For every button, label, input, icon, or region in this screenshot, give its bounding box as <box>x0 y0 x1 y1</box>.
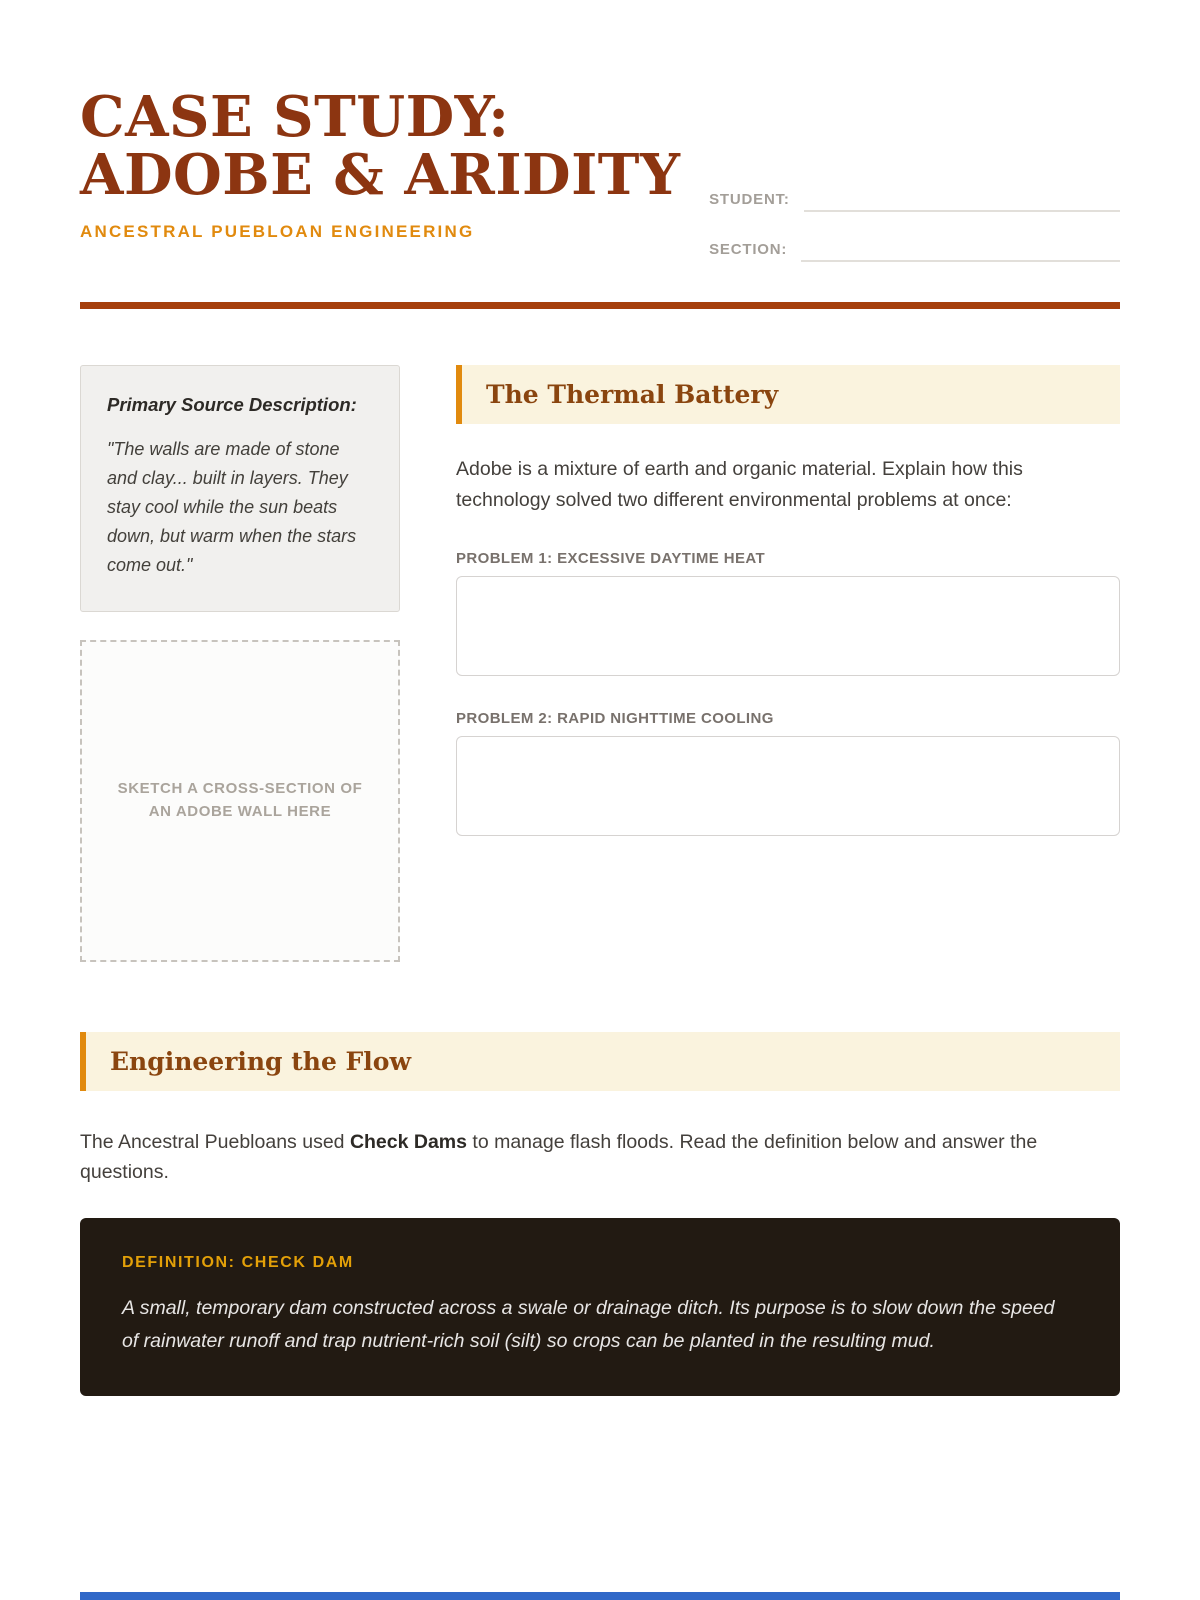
flow-section-title: Engineering the Flow <box>110 1046 412 1076</box>
student-field-row <box>709 186 1120 212</box>
primary-source-quote: "The walls are made of stone and clay... built in layers. They stay cool while the sun beats down, but warm when the stars come out." <box>107 438 357 576</box>
header <box>80 84 1120 262</box>
title-block <box>80 84 709 242</box>
section-input[interactable] <box>801 236 1120 262</box>
section-banner-thermal <box>456 365 1120 424</box>
problem1-answer-input[interactable] <box>456 576 1120 676</box>
section-banner-flow <box>80 1032 1120 1091</box>
student-label: STUDENT: <box>709 191 790 208</box>
flow-intro-after: to manage flash floods. Read the definition below and answer the questions. <box>80 1130 1038 1184</box>
thermal-section-title: The Thermal Battery <box>486 380 779 409</box>
right-column <box>456 365 1120 962</box>
section-label: SECTION: <box>709 241 788 258</box>
thermal-intro: Adobe is a mixture of earth and organic material. Explain how this technology solved two different environmental problems at once: <box>456 458 1023 511</box>
definition-heading: DEFINITION: CHECK DAM <box>122 1254 354 1272</box>
sketch-area-label: SKETCH A CROSS-SECTION OF AN ADOBE WALL HERE <box>117 780 363 820</box>
page-title: CASE STUDY: ADOBE & ARIDITY <box>80 84 681 209</box>
flow-intro-bold: Check Dams <box>349 1130 467 1153</box>
definition-box <box>80 1218 1120 1396</box>
section-field-row <box>709 236 1120 262</box>
problem2-answer-input[interactable] <box>456 736 1120 836</box>
student-fields-block <box>709 186 1120 262</box>
flow-intro <box>80 1127 1120 1189</box>
next-section-edge <box>80 1592 1120 1600</box>
sketch-area[interactable] <box>80 640 400 962</box>
header-rule <box>80 302 1120 309</box>
problem1-label: PROBLEM 1: EXCESSIVE DAYTIME HEAT <box>456 549 766 567</box>
main-grid <box>80 365 1120 962</box>
page-subtitle: ANCESTRAL PUEBLOAN ENGINEERING <box>80 222 475 242</box>
flow-intro-before: The Ancestral Puebloans used <box>80 1130 350 1153</box>
definition-body: A small, temporary dam constructed across a swale or drainage ditch. Its purpose is to slow down the speed of rainwater runoff and trap nutrient-rich soil (silt) so crops can be planted in the resulting mud. <box>122 1297 1055 1353</box>
student-input[interactable] <box>804 186 1120 212</box>
problem2-label: PROBLEM 2: RAPID NIGHTTIME COOLING <box>456 709 774 727</box>
primary-source-box <box>80 365 400 612</box>
left-column <box>80 365 400 962</box>
primary-source-heading: Primary Source Description: <box>107 394 357 415</box>
